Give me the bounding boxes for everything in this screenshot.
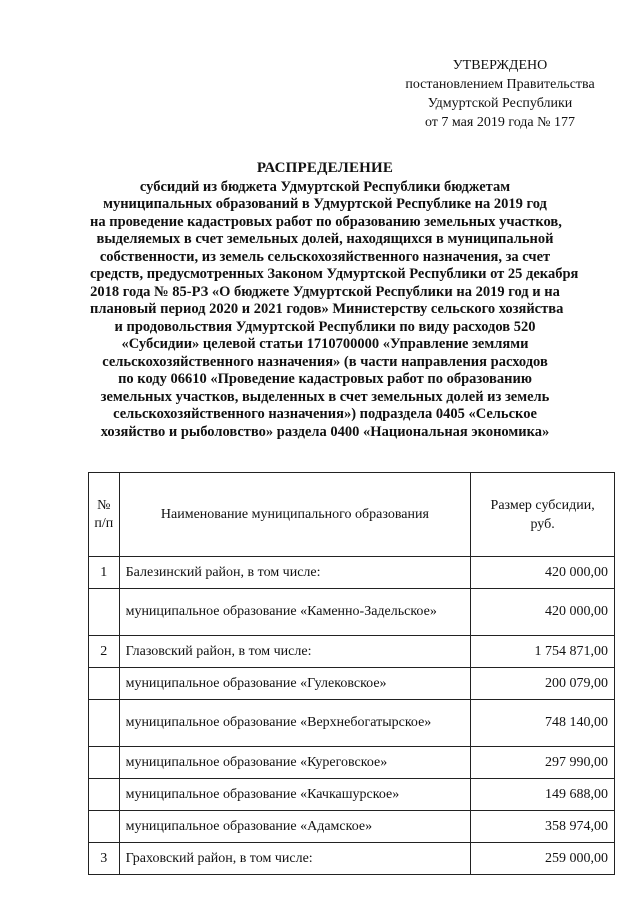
title-line: собственности, из земель сельскохозяйственного назначения, за счет — [99, 248, 551, 265]
table-row — [89, 589, 615, 636]
header-number-label: п/п — [94, 515, 114, 531]
row-sum: 420 000,00 — [471, 589, 615, 636]
title-line: и продовольствия Удмуртской Республики по виду расходов 520 — [114, 318, 536, 335]
table-row — [89, 779, 615, 811]
title-line: плановый период 2020 и 2021 годов» Министерству сельского хозяйства — [90, 301, 564, 317]
table-row — [89, 668, 615, 700]
row-sum: 200 079,00 — [471, 668, 615, 700]
title-line: субсидий из бюджета Удмуртской Республики бюджетам — [139, 178, 511, 195]
row-number — [89, 811, 120, 843]
title-line: сельскохозяйственного назначения») подраздела 0405 «Сельское — [113, 406, 537, 422]
document-title — [90, 160, 579, 441]
row-number — [89, 779, 120, 811]
row-sum: 259 000,00 — [471, 843, 615, 875]
row-name: муниципальное образование «Верхнебогатырское» — [119, 700, 471, 747]
approval-title: УТВЕРЖДЕНО — [452, 58, 548, 73]
title-line: по коду 06610 «Проведение кадастровых работ по образованию — [118, 371, 532, 387]
subsidy-table — [88, 472, 615, 875]
title-line: выделяемых в счет земельных долей, находящихся в муниципальной — [96, 231, 554, 247]
header-sum-label: руб. — [530, 516, 555, 532]
title-line: «Субсидии» целевой статьи 1710700000 «Управление землями — [121, 336, 529, 352]
table-row — [89, 747, 615, 779]
row-name: муниципальное образование «Гулековское» — [119, 668, 471, 700]
row-number: 2 — [89, 636, 120, 668]
row-sum: 1 754 871,00 — [471, 636, 615, 668]
row-name: Глазовский район, в том числе: — [119, 636, 471, 668]
row-number: 1 — [89, 557, 120, 589]
title-line: муниципальных образований в Удмуртской Республике на 2019 год — [103, 196, 547, 212]
table-row — [89, 557, 615, 589]
header-number-label: № — [97, 497, 111, 513]
approval-date: от 7 мая 2019 года № 177 — [424, 115, 576, 130]
row-sum: 748 140,00 — [471, 700, 615, 747]
row-name: муниципальное образование «Курeговское» — [119, 747, 471, 779]
row-number — [89, 589, 120, 636]
row-sum: 420 000,00 — [471, 557, 615, 589]
title-line: земельных участков, выделенных в счет земельных долей из земель — [100, 388, 550, 405]
row-name: Балезинский район, в том числе: — [119, 557, 471, 589]
row-number — [89, 700, 120, 747]
row-name: Граховский район, в том числе: — [119, 843, 471, 875]
table-row — [89, 636, 615, 668]
table-header-row — [89, 473, 615, 557]
header-number-cell — [89, 473, 120, 557]
row-name: муниципальное образование «Каменно-Задельское» — [119, 589, 471, 636]
table-row — [89, 700, 615, 747]
row-sum: 149 688,00 — [471, 779, 615, 811]
table-row — [89, 811, 615, 843]
table-row — [89, 843, 615, 875]
row-number — [89, 668, 120, 700]
row-name: муниципальное образование «Адамское» — [119, 811, 471, 843]
row-sum: 358 974,00 — [471, 811, 615, 843]
row-number: 3 — [89, 843, 120, 875]
header-sum-label: Размер субсидии, — [490, 497, 595, 513]
row-sum: 297 990,00 — [471, 747, 615, 779]
row-name: муниципальное образование «Качкашурское» — [119, 779, 471, 811]
title-line: сельскохозяйственного назначения» (в части направления расходов — [102, 353, 548, 370]
title-line: хозяйство и рыболовство» раздела 0400 «Национальная экономика» — [100, 423, 550, 440]
title-line: средств, предусмотренных Законом Удмуртской Республики от 25 декабря — [90, 266, 579, 282]
approval-line: постановлением Правительства — [405, 77, 595, 92]
header-name-cell: Наименование муниципального образования — [119, 473, 471, 557]
approval-line: Удмуртской Республики — [427, 96, 573, 111]
title-line: на проведение кадастровых работ по образованию земельных участков, — [90, 213, 562, 230]
title-line: 2018 года № 85-РЗ «О бюджете Удмуртской Республики на 2019 год и на — [90, 283, 560, 300]
title-heading: РАСПРЕДЕЛЕНИЕ — [256, 160, 394, 176]
header-sum-cell — [471, 473, 615, 557]
approval-stamp — [395, 56, 605, 132]
row-number — [89, 747, 120, 779]
